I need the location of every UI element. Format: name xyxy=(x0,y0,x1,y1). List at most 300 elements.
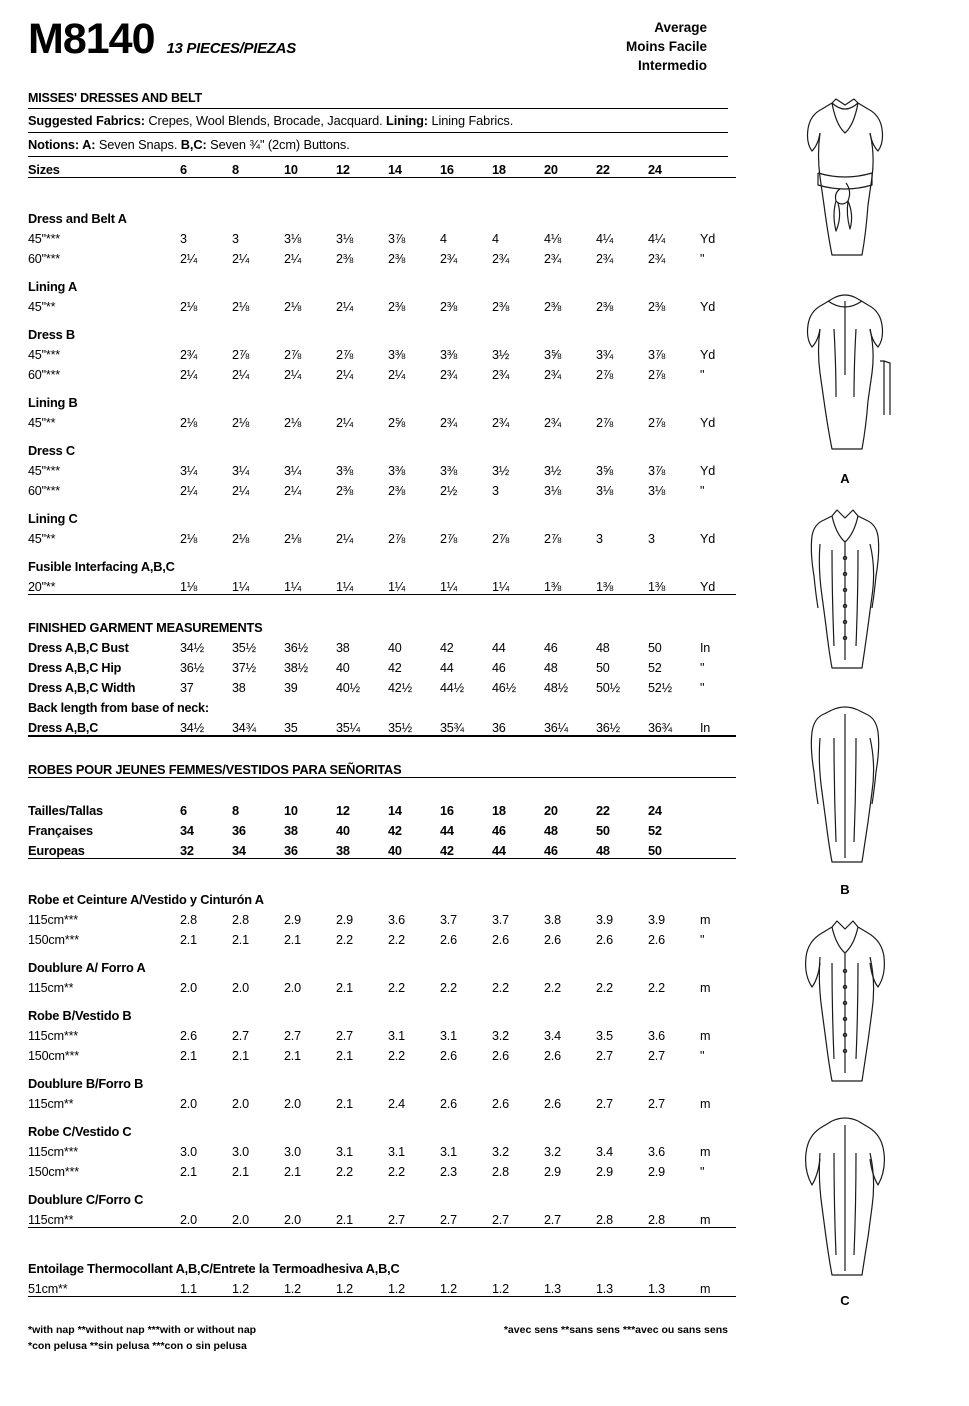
cell: 2¼ xyxy=(336,532,354,547)
finished-title-row xyxy=(28,615,736,635)
cell: 3.7 xyxy=(440,913,457,928)
cell: 36 xyxy=(284,843,298,859)
size-cell: 20 xyxy=(544,162,558,178)
suggested-fabrics-label: Suggested Fabrics: xyxy=(28,113,145,129)
cell: 1.2 xyxy=(336,1282,353,1297)
cell: 52 xyxy=(648,823,662,839)
cell: 2.1 xyxy=(284,1049,301,1064)
group-title-row xyxy=(28,266,736,294)
cell: 2.9 xyxy=(596,1165,613,1180)
cell: 1.3 xyxy=(544,1282,561,1297)
table-row xyxy=(28,1043,736,1063)
cell: 2.9 xyxy=(336,913,353,928)
table-row xyxy=(28,1207,736,1228)
group-title: Lining B xyxy=(28,395,78,411)
group-title: Dress and Belt A xyxy=(28,211,127,227)
notions-text-a: Seven Snaps. xyxy=(95,137,181,153)
size-cell: 10 xyxy=(284,162,298,178)
cell: 3.7 xyxy=(492,913,509,928)
unit-cell: " xyxy=(700,661,705,676)
back-length-title-row xyxy=(28,695,736,715)
cell: 2¾ xyxy=(544,368,562,383)
cell: 2¾ xyxy=(492,368,510,383)
table-row xyxy=(28,226,736,246)
cell: 3⅜ xyxy=(440,348,458,363)
cell: 2¼ xyxy=(232,368,250,383)
metric-title-row xyxy=(28,757,736,778)
unit-cell: " xyxy=(700,252,705,267)
cell: 36 xyxy=(232,823,246,839)
cell: 2.6 xyxy=(544,1097,561,1112)
cell: 1¼ xyxy=(440,580,458,595)
table-row xyxy=(28,1023,736,1043)
cell: 2.7 xyxy=(648,1049,665,1064)
cell: 40 xyxy=(336,823,350,839)
lining-text: Lining Fabrics. xyxy=(427,113,514,129)
cell: 52½ xyxy=(648,681,672,696)
lining-label: Lining: xyxy=(386,113,428,129)
cell: 2⅛ xyxy=(284,300,302,315)
cell: 34 xyxy=(232,843,246,859)
cell: 38 xyxy=(336,641,350,656)
tailles-row xyxy=(28,798,736,818)
cell: 3⅜ xyxy=(336,464,354,479)
table-row xyxy=(28,574,736,595)
cell: 20 xyxy=(544,803,558,819)
table-row xyxy=(28,1091,736,1111)
illustration-column xyxy=(728,75,954,1318)
cell: 38 xyxy=(284,823,298,839)
cell: 42 xyxy=(388,661,402,676)
group-title-row xyxy=(28,546,736,574)
cell: 6 xyxy=(180,803,187,819)
unit-cell: m xyxy=(700,1282,711,1297)
row-label: 60"*** xyxy=(28,484,60,499)
cell: 3⅛ xyxy=(336,232,354,247)
cell: 3⅛ xyxy=(596,484,614,499)
cell: 2.6 xyxy=(440,1049,457,1064)
cell: 48 xyxy=(544,823,558,839)
cell: 3.1 xyxy=(440,1029,457,1044)
unit-cell: In xyxy=(700,721,711,736)
cell: 2.0 xyxy=(232,981,249,996)
size-cell: 18 xyxy=(492,162,506,178)
cell: 2.2 xyxy=(388,1165,405,1180)
group-title: Dress B xyxy=(28,327,75,343)
back-length-label: Back length from base of neck: xyxy=(28,701,209,716)
table-row xyxy=(28,927,736,947)
unit-cell: " xyxy=(700,484,705,499)
unit-cell: m xyxy=(700,1145,711,1160)
cell: 36¾ xyxy=(648,721,672,736)
cell: 1⅜ xyxy=(544,580,562,595)
cell: 2⅜ xyxy=(440,300,458,315)
cell: 40 xyxy=(388,641,402,656)
cell: 2.7 xyxy=(544,1213,561,1228)
cell: 24 xyxy=(648,803,662,819)
cell: 2.7 xyxy=(596,1049,613,1064)
cell: 3¾ xyxy=(596,348,614,363)
row-label: Dress A,B,C Bust xyxy=(28,641,129,656)
unit-cell: Yd xyxy=(700,580,716,595)
cell: 42½ xyxy=(388,681,412,696)
cell: 8 xyxy=(232,803,239,819)
row-label: 45"*** xyxy=(28,232,60,247)
cell: 44 xyxy=(492,843,506,859)
cell: 50 xyxy=(596,661,610,676)
cell: 50½ xyxy=(596,681,620,696)
cell: 46 xyxy=(492,661,506,676)
cell: 2.7 xyxy=(336,1029,353,1044)
cell: 35¼ xyxy=(336,721,360,736)
cell: 40 xyxy=(336,661,350,676)
cell: 2¼ xyxy=(232,252,250,267)
table-row xyxy=(28,715,736,736)
cell: 2⅛ xyxy=(232,416,250,431)
table-row xyxy=(28,410,736,430)
cell: 32 xyxy=(180,843,194,859)
cell: 2¾ xyxy=(544,252,562,267)
header xyxy=(28,15,945,75)
cell: 2¼ xyxy=(336,368,354,383)
cell: 2.6 xyxy=(492,1097,509,1112)
cell: 2.2 xyxy=(336,1165,353,1180)
cell: 3 xyxy=(648,532,655,547)
cell: 3¼ xyxy=(232,464,250,479)
cell: 2⅞ xyxy=(648,416,666,431)
row-label: 115cm*** xyxy=(28,1029,78,1044)
table-row xyxy=(28,478,736,498)
row-label: 60"*** xyxy=(28,252,60,267)
cell: 3⅞ xyxy=(648,464,666,479)
cell: 2¼ xyxy=(284,252,302,267)
row-label: 150cm*** xyxy=(28,933,79,948)
notions-line xyxy=(28,133,728,156)
cell: 2¾ xyxy=(440,368,458,383)
unit-cell: " xyxy=(700,368,705,383)
cell: 3.1 xyxy=(388,1029,405,1044)
group-title-row xyxy=(28,498,736,526)
cell: 2.1 xyxy=(232,933,249,948)
cell: 3.2 xyxy=(544,1145,561,1160)
cell: 2⅞ xyxy=(440,532,458,547)
difficulty-es: Intermedio xyxy=(637,58,707,74)
table-row xyxy=(28,1276,736,1297)
footnotes-right xyxy=(504,1323,728,1353)
cell: 3⅛ xyxy=(544,484,562,499)
cell: 3¼ xyxy=(180,464,198,479)
cell: 48 xyxy=(596,641,610,656)
cell: 40½ xyxy=(336,681,360,696)
cell: 3⅞ xyxy=(648,348,666,363)
cell: 2⅛ xyxy=(180,532,198,547)
cell: 2⅝ xyxy=(388,416,406,431)
cell: 3⅞ xyxy=(388,232,406,247)
cell: 3⅛ xyxy=(648,484,666,499)
difficulty-block xyxy=(626,18,945,75)
cell: 3.0 xyxy=(232,1145,249,1160)
cell: 2.6 xyxy=(596,933,613,948)
cell: 2.7 xyxy=(596,1097,613,1112)
table-row xyxy=(28,907,736,927)
cell: 16 xyxy=(440,803,454,819)
view-c-back-illustration xyxy=(736,1101,954,1308)
row-label: 51cm** xyxy=(28,1282,68,1297)
cell: 2.4 xyxy=(388,1097,405,1112)
row-label: Dress A,B,C xyxy=(28,721,99,736)
row-label: 45"** xyxy=(28,300,56,315)
row-label: 45"** xyxy=(28,532,56,547)
cell: 2.2 xyxy=(648,981,665,996)
group-title-row xyxy=(28,430,736,458)
cell: 2.8 xyxy=(492,1165,509,1180)
size-cell: 22 xyxy=(596,162,610,178)
finished-title: FINISHED GARMENT MEASUREMENTS xyxy=(28,620,263,636)
view-a-label: A xyxy=(840,471,850,487)
difficulty-fr: Moins Facile xyxy=(625,39,707,55)
cell: 35½ xyxy=(388,721,412,736)
cell: 3⅛ xyxy=(284,232,302,247)
size-cell: 8 xyxy=(232,162,239,178)
unit-cell: m xyxy=(700,981,711,996)
cell: 3.0 xyxy=(284,1145,301,1160)
row-label: 60"*** xyxy=(28,368,60,383)
cell: 2⅞ xyxy=(492,532,510,547)
cell: 2¾ xyxy=(492,416,510,431)
cell: 3.8 xyxy=(544,913,561,928)
cell: 2.8 xyxy=(180,913,197,928)
cell: 2¾ xyxy=(440,252,458,267)
cell: 2⅛ xyxy=(232,300,250,315)
cell: 2⅜ xyxy=(336,252,354,267)
cell: 35¾ xyxy=(440,721,464,736)
cell: 34¾ xyxy=(232,721,256,736)
cell: 2.1 xyxy=(284,1165,301,1180)
cell: 2⅞ xyxy=(648,368,666,383)
cell: 2.9 xyxy=(544,1165,561,1180)
cell: 3⅜ xyxy=(388,464,406,479)
europeas-label: Europeas xyxy=(28,843,85,859)
cell: 2.2 xyxy=(388,1049,405,1064)
group-title-row xyxy=(28,947,736,975)
group-title-row xyxy=(28,1063,736,1091)
cell: 3.4 xyxy=(596,1145,613,1160)
cell: 2.7 xyxy=(388,1213,405,1228)
cell: 2.7 xyxy=(440,1213,457,1228)
cell: 2¾ xyxy=(648,252,666,267)
cell: 2¼ xyxy=(336,300,354,315)
cell: 2⅞ xyxy=(596,416,614,431)
cell: 2.7 xyxy=(648,1097,665,1112)
cell: 2.1 xyxy=(180,1049,197,1064)
cell: 2.7 xyxy=(284,1029,301,1044)
cell: 2.0 xyxy=(180,1097,197,1112)
row-label: 115cm** xyxy=(28,1097,74,1112)
view-b-back-illustration xyxy=(736,690,954,897)
cell: 2¾ xyxy=(440,416,458,431)
cell: 4⅛ xyxy=(544,232,562,247)
cell: 1.2 xyxy=(492,1282,509,1297)
notions-text-bc: Seven ¾" (2cm) Buttons. xyxy=(206,137,350,153)
cell: 2⅛ xyxy=(284,532,302,547)
cell: 1⅜ xyxy=(596,580,614,595)
cell: 2.1 xyxy=(336,1097,353,1112)
cell: 4¼ xyxy=(596,232,614,247)
cell: 2.0 xyxy=(232,1097,249,1112)
cell: 2.1 xyxy=(336,1049,353,1064)
cell: 34½ xyxy=(180,641,204,656)
table-column xyxy=(28,75,728,1353)
cell: 38½ xyxy=(284,661,308,676)
group-title: Robe B/Vestido B xyxy=(28,1008,132,1024)
row-label: 115cm** xyxy=(28,981,74,996)
cell: 1⅛ xyxy=(180,580,198,595)
cell: 3 xyxy=(492,484,499,499)
cell: 2.6 xyxy=(492,933,509,948)
cell: 37 xyxy=(180,681,194,696)
cell: 2⅜ xyxy=(596,300,614,315)
pieces-count: 13 PIECES/PIEZAS xyxy=(166,40,296,57)
group-title-row xyxy=(28,879,736,907)
cell: 3⅝ xyxy=(596,464,614,479)
cell: 2.2 xyxy=(388,933,405,948)
cell: 2.6 xyxy=(440,1097,457,1112)
cell: 44 xyxy=(440,661,454,676)
cell: 50 xyxy=(648,641,662,656)
content xyxy=(28,75,945,1353)
header-left xyxy=(28,15,296,63)
cell: 1.3 xyxy=(596,1282,613,1297)
cell: 3.2 xyxy=(492,1029,509,1044)
cell: 2.6 xyxy=(180,1029,197,1044)
cell: 2¼ xyxy=(388,368,406,383)
cell: 2⅞ xyxy=(388,532,406,547)
cell: 2.1 xyxy=(180,933,197,948)
cell: 1.3 xyxy=(648,1282,665,1297)
cell: 46 xyxy=(544,843,558,859)
cell: 2½ xyxy=(440,484,458,499)
cell: 2.1 xyxy=(180,1165,197,1180)
cell: 2¾ xyxy=(180,348,198,363)
cell: 44 xyxy=(492,641,506,656)
cell: 42 xyxy=(388,823,402,839)
cell: 39 xyxy=(284,681,298,696)
yardage-table xyxy=(28,157,736,1317)
table-row xyxy=(28,342,736,362)
row-label: 45"** xyxy=(28,416,56,431)
cell: 2⅞ xyxy=(544,532,562,547)
cell: 10 xyxy=(284,803,298,819)
unit-cell: Yd xyxy=(700,232,716,247)
suggested-fabrics-text: Crepes, Wool Blends, Brocade, Jacquard. xyxy=(144,113,387,129)
cell: 46½ xyxy=(492,681,516,696)
unit-cell: " xyxy=(700,1165,705,1180)
cell: 2.1 xyxy=(336,1213,353,1228)
cell: 2¼ xyxy=(336,416,354,431)
cell: 3.1 xyxy=(440,1145,457,1160)
footnotes-left xyxy=(28,1323,256,1353)
group-title-row xyxy=(28,1248,736,1276)
table-row xyxy=(28,1139,736,1159)
pattern-number: M8140 xyxy=(28,15,155,63)
row-label: 45"*** xyxy=(28,348,60,363)
difficulty-en: Average xyxy=(654,20,707,35)
cell: 3⅜ xyxy=(388,348,406,363)
cell: 2.1 xyxy=(232,1049,249,1064)
group-title-row xyxy=(28,995,736,1023)
cell: 2¾ xyxy=(492,252,510,267)
cell: 2.2 xyxy=(492,981,509,996)
cell: 2.8 xyxy=(232,913,249,928)
cell: 2.0 xyxy=(284,1097,301,1112)
cell: 48 xyxy=(596,843,610,859)
group-title-row xyxy=(28,1111,736,1139)
unit-cell: Yd xyxy=(700,532,716,547)
unit-cell: Yd xyxy=(700,348,716,363)
unit-cell: Yd xyxy=(700,416,716,431)
cell: 3.1 xyxy=(336,1145,353,1160)
row-label: 150cm*** xyxy=(28,1165,79,1180)
cell: 42 xyxy=(440,641,454,656)
cell: 14 xyxy=(388,803,402,819)
cell: 3½ xyxy=(492,348,510,363)
unit-cell: " xyxy=(700,933,705,948)
table-row xyxy=(28,294,736,314)
cell: 2⅜ xyxy=(388,300,406,315)
cell: 46 xyxy=(492,823,506,839)
footnote-en: *with nap **without nap ***with or without nap xyxy=(28,1324,257,1337)
cell: 3¼ xyxy=(284,464,302,479)
cell: 2⅛ xyxy=(232,532,250,547)
cell: 2⅛ xyxy=(180,416,198,431)
cell: 3.6 xyxy=(388,913,405,928)
cell: 3.5 xyxy=(596,1029,613,1044)
row-label: Dress A,B,C Width xyxy=(28,681,136,696)
cell: 2.6 xyxy=(492,1049,509,1064)
cell: 44 xyxy=(440,823,454,839)
cell: 44½ xyxy=(440,681,464,696)
row-label: 150cm*** xyxy=(28,1049,79,1064)
cell: 2⅜ xyxy=(388,252,406,267)
cell: 2¼ xyxy=(284,484,302,499)
row-label: 45"*** xyxy=(28,464,60,479)
cell: 2.2 xyxy=(596,981,613,996)
table-row xyxy=(28,655,736,675)
sizes-header-row xyxy=(28,157,736,178)
cell: 2⅛ xyxy=(284,416,302,431)
notions-label-bc: B,C: xyxy=(180,137,207,153)
cell: 36½ xyxy=(596,721,620,736)
cell: 2.8 xyxy=(648,1213,665,1228)
cell: 2⅞ xyxy=(232,348,250,363)
cell: 3.9 xyxy=(648,913,665,928)
francaises-row xyxy=(28,818,736,838)
cell: 2.6 xyxy=(544,933,561,948)
cell: 36½ xyxy=(284,641,308,656)
group-title: Doublure C/Forro C xyxy=(28,1192,144,1208)
francaises-label: Françaises xyxy=(28,823,93,839)
group-title: Lining A xyxy=(28,279,78,295)
cell: 2⅜ xyxy=(388,484,406,499)
cell: 48 xyxy=(544,661,558,676)
cell: 2¼ xyxy=(180,252,198,267)
cell: 2.2 xyxy=(388,981,405,996)
size-cell: 6 xyxy=(180,162,187,178)
cell: 2.2 xyxy=(440,981,457,996)
cell: 50 xyxy=(596,823,610,839)
group-title-row xyxy=(28,314,736,342)
size-cell: 12 xyxy=(336,162,350,178)
